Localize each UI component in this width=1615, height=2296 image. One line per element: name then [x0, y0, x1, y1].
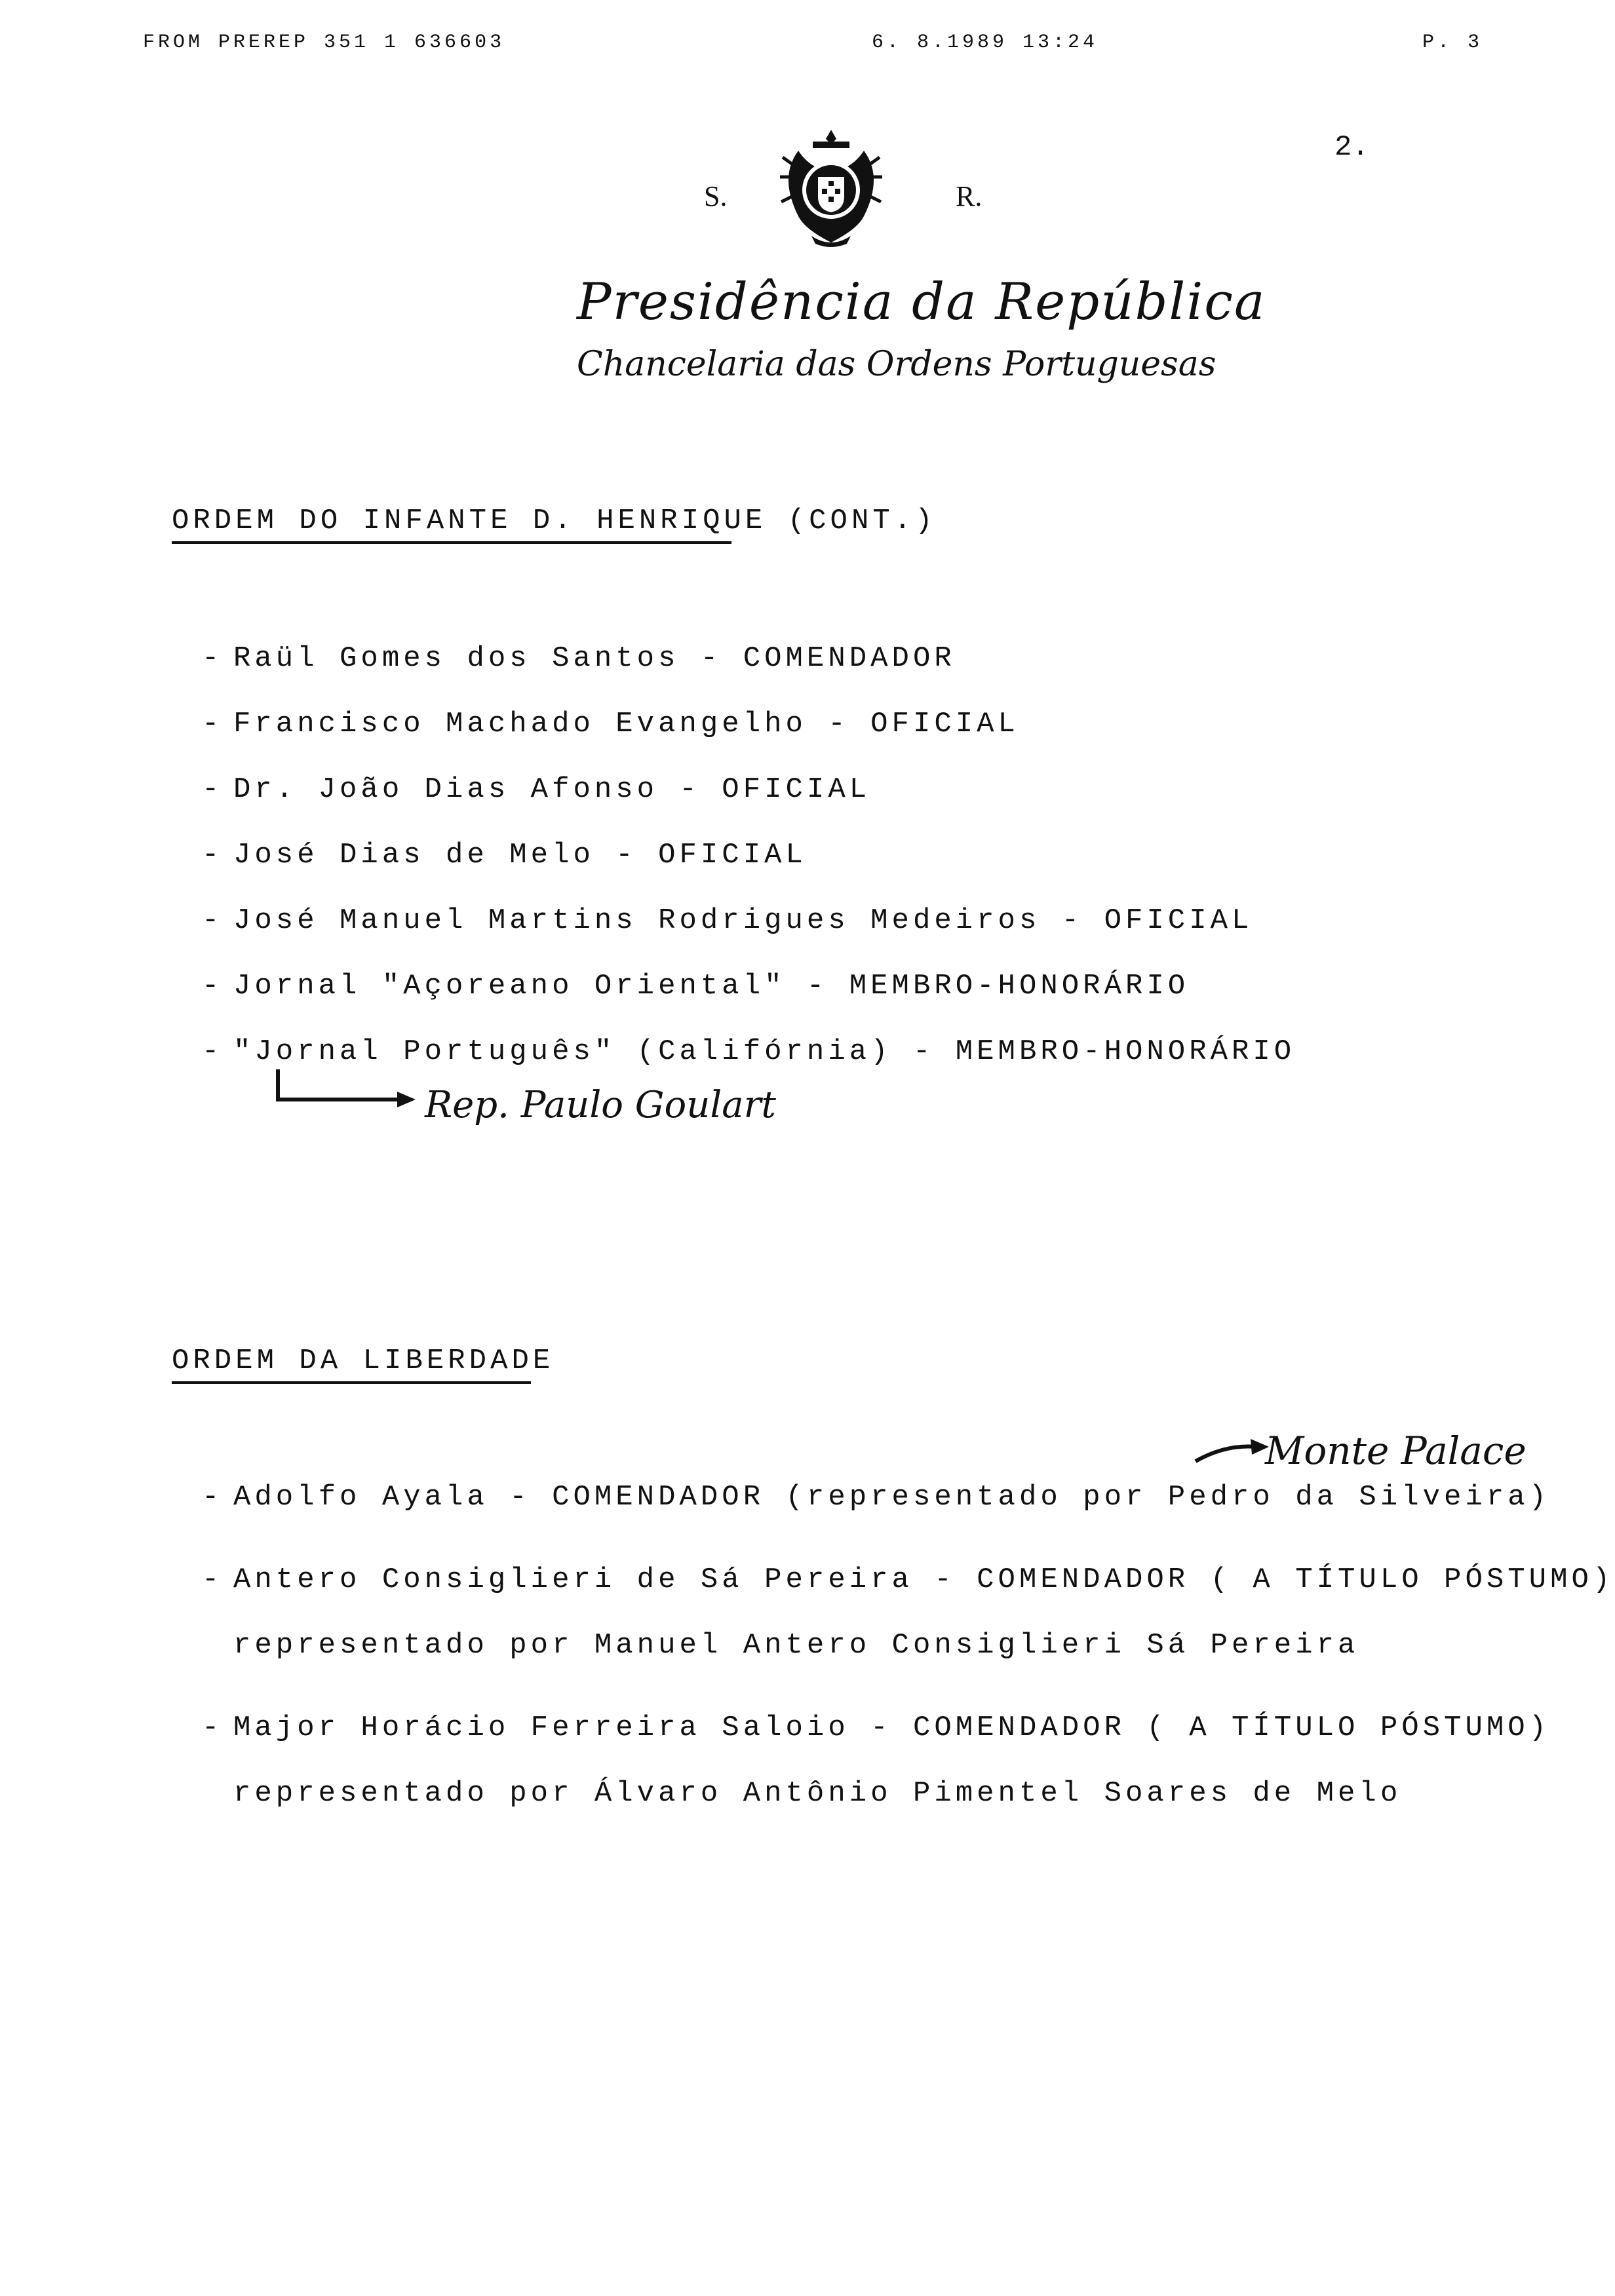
- letterhead: [0, 124, 1615, 439]
- list-item: - Francisco Machado Evangelho - OFICIAL: [202, 708, 1019, 740]
- handwritten-note-representative: Rep. Paulo Goulart: [425, 1084, 776, 1126]
- section-heading-suffix: (CONT.): [766, 505, 937, 537]
- list-item: - José Dias de Melo - OFICIAL: [202, 839, 807, 871]
- fax-sender: FROM PREREP 351 1 636603: [143, 31, 505, 54]
- section-heading-liberdade: [172, 1345, 554, 1377]
- handwritten-note-venue: Monte Palace: [1265, 1428, 1527, 1473]
- heading-underline: [172, 541, 731, 544]
- handwritten-arrow-icon: [275, 1068, 419, 1114]
- fax-header: [0, 31, 1615, 58]
- liberdade-award-list: [202, 1481, 1614, 1860]
- section-heading-text: ORDEM DO INFANTE D. HENRIQUE: [172, 505, 767, 537]
- letterhead-title: Presidência da República: [577, 273, 1266, 332]
- list-item: - Adolfo Ayala - COMENDADOR (representado por Pedro da Silveira): [202, 1481, 1551, 1514]
- list-item: - Jornal "Açoreano Oriental" - MEMBRO-HONORÁRIO: [202, 970, 1190, 1003]
- list-item: - Antero Consiglieri de Sá Pereira - COMENDADOR ( A TÍTULO PÓSTUMO) representado por Manuel Antero Consiglieri Sá Pereira: [202, 1563, 1614, 1662]
- page-number: 2.: [1334, 131, 1369, 164]
- infante-award-list: [202, 642, 1296, 1101]
- letterhead-r: R.: [956, 180, 983, 212]
- section-heading-infante: [172, 505, 937, 537]
- handwritten-arrow-icon: [1193, 1435, 1272, 1468]
- section-heading-text: ORDEM DA LIBERDADE: [172, 1345, 555, 1377]
- list-item: - Raül Gomes dos Santos - COMENDADOR: [202, 642, 956, 675]
- letterhead-s: S.: [704, 180, 728, 212]
- list-item: - José Manuel Martins Rodrigues Medeiros - OFICIAL: [202, 904, 1253, 937]
- letterhead-subtitle: Chancelaria das Ordens Portuguesas: [577, 345, 1216, 384]
- list-item: - "Jornal Português" (Califórnia) - MEMBRO-HONORÁRIO: [202, 1035, 1296, 1068]
- list-item: - Dr. João Dias Afonso - OFICIAL: [202, 773, 871, 806]
- list-item: - Major Horácio Ferreira Saloio - COMENDADOR ( A TÍTULO PÓSTUMO) representado por Álvaro Antônio Pimentel Soares de Melo: [202, 1712, 1551, 1810]
- fax-page: P. 3: [1422, 31, 1483, 54]
- heading-underline: [172, 1381, 531, 1384]
- portuguese-coat-of-arms-icon: [772, 124, 890, 256]
- fax-datetime: 6. 8.1989 13:24: [872, 31, 1099, 54]
